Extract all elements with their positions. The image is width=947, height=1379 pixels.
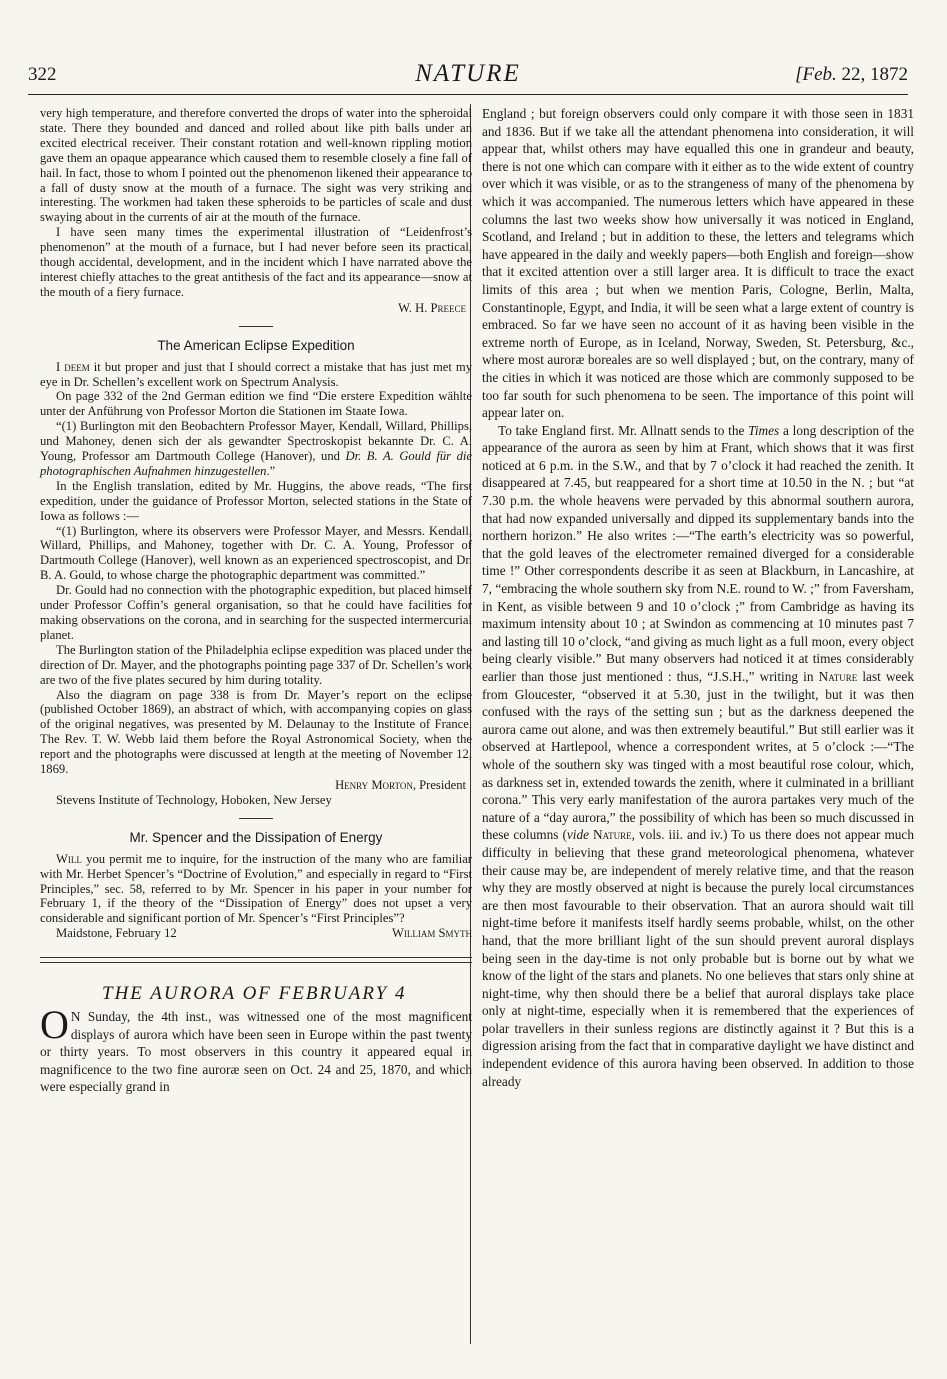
aurora-article-title: THE AURORA OF FEBRUARY 4: [102, 983, 407, 1005]
header-rule: [28, 94, 908, 95]
aurora-paragraph: To take England first. Mr. Allnatt sends to the: [498, 422, 749, 438]
aurora-paragraph: England ; but foreign observers could only compare it with those seen in 1831 and 1836. But if we take all the attendant phenomena into consideration, it will appear that, whilst others may have equalled this one in grandeur and beauty, there is not one which can compare with it either as to the wide extent of country over which it was visible, or as to the strangeness of many of the phenomena by which it was accompanied. The numerous letters which have appeared in these columns the last two weeks show how universally it was noticed in England, Scotland, and Ireland ; but in addition to these, the letters and telegrams which have appeared in the daily and weekly papers—both English and foreign—show that it excited attention over a still larger area. It is difficult to trace the exact limits of this area ; but when we mention Paris, Cologne, Berlin, Malta, Constantinople, Egypt, and India, it will be seen what a large extent of country is embraced. So far we have seen no account of it as having been visible in the extreme north of Europe, as in Iceland, Norway, Sweden, St. Petersburg, &c., where most auroræ boreales are so well displayed ; but, on the contrary, many of the cities in which it was noticed are those which are commonly supposed to be too far south for such phenomena to be seen. The importance of this point will appear later on.: [482, 106, 914, 421]
spencer-place-date: Maidstone, February 12: [56, 926, 177, 941]
section-divider: [239, 818, 273, 819]
article-divider: [40, 957, 472, 963]
vide-word: vide: [566, 827, 590, 843]
morton-title: , President: [412, 777, 466, 792]
morton-name: Henry Morton: [335, 777, 413, 792]
preece-paragraph: I have seen many times the experimental illustration of “Leidenfrost’s phenomenon” at the mouth of a furnace, but I had never before seen its practical, though accidental, development, and in the incident which I have narrated above the interest chiefly attaches to the great antithesis of the fact and its appearance—snow at the mouth of a fiery furnace.: [40, 225, 472, 299]
times-reference: Times: [748, 422, 780, 438]
morton-institution: Stevens Institute of Technology, Hoboken, New Jersey: [56, 792, 332, 807]
aurora-paragraph: a long description of the appearance of the aurora as seen by him at Frant, which shows that it was first noticed at 6 p.m. in the S.W., and that by 7 o’clock it had reached the zenith. It disappeared at 7.45, but reappeared for a short time at 10.50 in the N. ; but “at 7.30 p.m. the whole heavens were pervaded by this abnormal southern aurora, that had now expanded universally and dipped its supplementary bands into the northern horizon.” He also writes :—“The earth’s electricity was so powerful, that the gold leaves of the electrometer remained diverged for a considerable time !” Other correspondents describe it as seen at Blackburn, in Lancashire, at 7, “embracing the whole southern sky from N.E. round to W. ;” from Faversham, in Kent, as visible between 9 and 10 o’clock ;” from Cambridge as having its maximum intensity about 10 ; at Swindon as commencing at 10 minutes past 7 and lasting till 10 o’clock, “and giving as much light as a full moon, every object being clearly visible.” But many observers had noticed it at times considerably earlier than those just mentioned : thus, “J.S.H.,” writing in: [482, 422, 914, 684]
nature-reference: Nature: [818, 669, 858, 684]
eclipse-quote-italic: Dr. B. A. Gould für die photographischen Aufnahmen hinzugestellen: [40, 449, 472, 478]
eclipse-lead-words: I deem: [56, 359, 90, 374]
nature-reference: Nature: [589, 827, 632, 843]
aurora-intro: N Sunday, the 4th inst., was witnessed one of the most magnificent displays of aurora which have been seen in Europe within the past twenty or thirty years. To most observers in this country it appeared equal in magnificence to the two fine auroræ seen on Oct. 24 and 25, 1870, and which were especially grand in: [40, 1009, 472, 1095]
spencer-lead-word: Will: [56, 851, 82, 866]
eclipse-paragraph: Dr. Gould had no connection with the photographic expedition, but placed himself under Professor Coffin’s general organisation, so that he could have facilities for making observations on the corona, and in searching for the suspected intermercurial planet.: [40, 583, 472, 642]
eclipse-paragraph: “(1) Burlington, where its observers were Professor Mayer, and Messrs. Kendall, Willard, Phillips, and Mahoney, together with Dr. C. A. Young, Professor of Dartmouth College (Hanover), well known as an experienced spectroscopist, and Dr. B. A. Gould, to whose charge the photographic department was committed.”: [40, 523, 472, 583]
issue-date-month: [Feb.: [795, 64, 837, 85]
eclipse-paragraph: On page 332 of the 2nd German edition we find “Die erstere Expedition wählte unter der Anführung von Professor Morton die Stationen im Staate Iowa.: [40, 389, 472, 419]
eclipse-quote: “(1) Burlington mit den Beobachtern Professor Mayer, Kendall, Willard, Phillips, und Mahoney, denen sich der als gewandter Spectroskopist bekannte Dr. C. A. Young, Professor am Dartmouth College (Hanover), und: [40, 419, 472, 464]
issue-date-rest: 22, 1872: [841, 64, 908, 85]
eclipse-heading: The American Eclipse Expedition: [157, 337, 355, 353]
preece-paragraph: very high temperature, and therefore converted the drops of water into the spheroidal state. There they bounded and danced and rolled about like pith balls under an excited electrical receiver. Their constant rotation and well-known rippling motion gave them an opaque appearance which caused them to resemble closely a fine fall of hail. In fact, those to whom I pointed out the phenomenon likened their appearance to a fall of dusty snow at the mouth of a furnace. The sight was very striking and interesting. The workmen had taken these spheroids to be particles of scale and dust swaying about in the currents of air at the mouth of the furnace.: [40, 106, 472, 225]
page-number: 322: [28, 64, 57, 85]
spencer-heading: Mr. Spencer and the Dissipation of Energy: [129, 829, 383, 845]
issue-date: [795, 64, 908, 86]
aurora-drop-cap: O: [40, 1002, 69, 1048]
page-header: [28, 60, 908, 100]
left-column: [40, 106, 472, 1096]
eclipse-paragraph: it but proper and just that I should correct a mistake that has just met my eye in Dr. Schellen’s excellent work on Spectrum Analysis.: [40, 359, 473, 389]
right-column: [482, 105, 914, 1090]
aurora-paragraph: , vols. iii. and iv.) To us there does not appear much difficulty in believing that these grand meteorological phenomena, whatever their cause may be, are independent of merely relative time, and that the reason why they are mostly observed at night is because the purely local circumstances are then most favourable to their observation. That an aurora should wait till night-time before it manifests itself hardly seems probable, whilst, on the other hand, that the more brilliant light of the sun should prevent auroral displays being seen in the day-time is not only probable but is borne out by what we know of the light of the stars and planets. No one believes that stars only shine at night-time, why then should there be a belief that auroral displays take place only at night-time, especially when it is remembered that the experiences of polar travellers in their sunless regions are distinctly against it ? But this is a digression arising from the fact that in comparative daylight we have distinct and independent evidence of this aurora having been observed. In addition to those already: [482, 827, 914, 1089]
journal-title: NATURE: [415, 60, 521, 87]
section-divider: [239, 326, 273, 327]
morton-signature: [40, 778, 466, 793]
spencer-signature: William Smyth: [391, 926, 472, 941]
eclipse-paragraph: In the English translation, edited by Mr. Huggins, the above reads, “The first expedition, under the guidance of Professor Morton, selected stations in the State of Iowa as follows :—: [40, 478, 472, 523]
eclipse-paragraph: Also the diagram on page 338 is from Dr. Mayer’s report on the eclipse (published October 1869), an abstract of which, with accompanying copies on glass of the original negatives, was presented by M. Delaunay to the Institute of France. The Rev. T. W. Webb laid them before the Royal Astronomical Society, when the report and the photographs were discussed at length at the meeting of November 12, 1869.: [40, 687, 472, 777]
preece-signature: W. H. Preece: [398, 300, 466, 315]
spencer-letter: you permit me to inquire, for the instruction of the many who are familiar with Mr. Herbet Spencer’s “Doctrine of Evolution,” and especially in regard to “First Principles,” sec. 58, referred to by Mr. Spencer in his paper in your number for February 1, if the theory of the “Dissipation of Energy” does not upset a very considerable and significant portion of Mr. Spencer’s “First Principles”?: [40, 851, 472, 926]
aurora-paragraph: last week from Gloucester, “observed it at 5.30, just in the twilight, but it was then confused with the rays of the setting sun ; but as the darkness deepened the aurora came out alone, and was then extremely beautiful.” But still earlier was it observed at Hartlepool, whence a correspondent writes, at 5 o’clock :—“The whole of the southern sky was tinged with a most beautiful rose colour, which, as darkness set in, extended towards the zenith, where it culminated in a brilliant corona.” This very early manifestation of the aurora partakes very much of the nature of a “day aurora,” the possibility of which has been so much discussed in these columns (: [482, 669, 914, 843]
eclipse-quote-end: .”: [266, 463, 276, 478]
eclipse-paragraph: The Burlington station of the Philadelphia eclipse expedition was placed under the direction of Dr. Mayer, and the photographs pointing page 337 of Dr. Schellen’s work are two of the five plates secured by him during totality.: [40, 642, 472, 687]
